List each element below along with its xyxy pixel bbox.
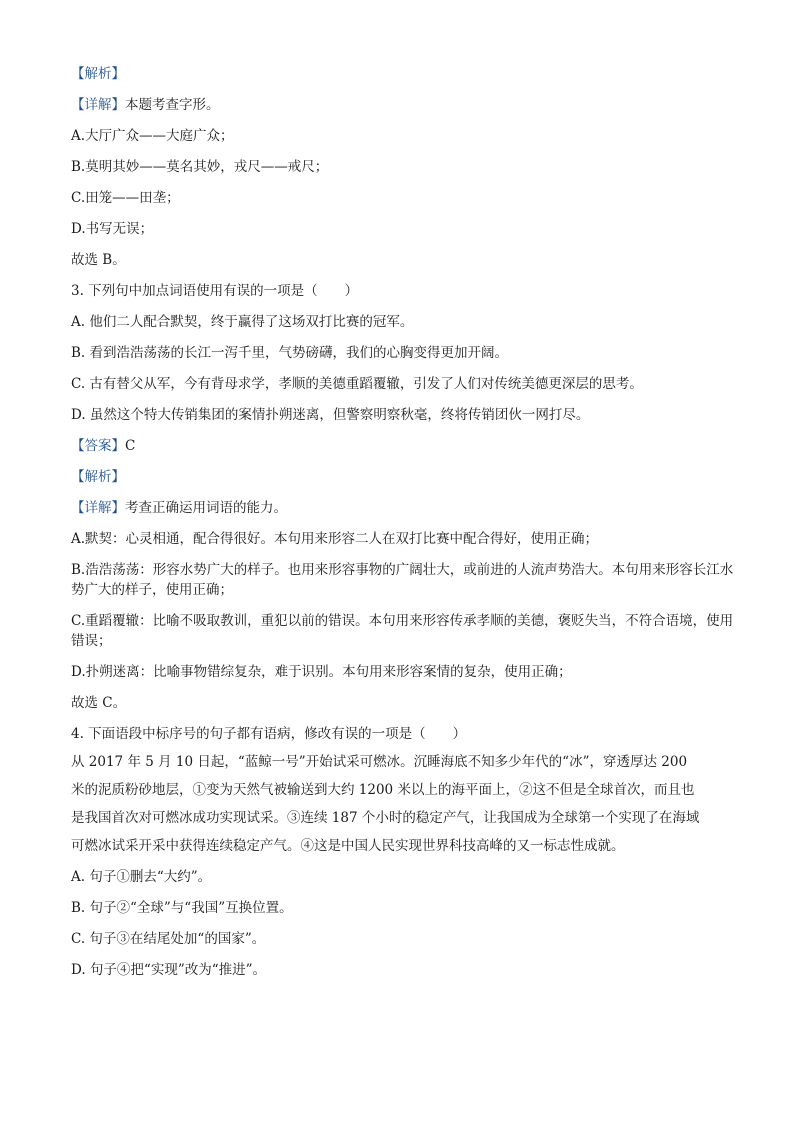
jiexi-tag: 【解析】 <box>71 469 125 485</box>
xiangjie-tag: 【详解】 <box>71 500 125 516</box>
q4-passage-line-3: 是我国首次对可燃冰成功实现试采。③连续 187 个小时的稳定产气，让我国成为全球第一个实现了在海域 <box>71 810 700 826</box>
q2-option-a: A.大厅广众——大庭广众； <box>71 128 234 144</box>
q3-explanation-b: B.浩浩荡荡：形容水势广大的样子。也用来形容事物的广阔壮大，或前进的人流声势浩大。本句用来形容长江水势广大的样子，使用正确； <box>71 562 734 598</box>
q4-option-d: D. 句子④把“实现”改为“推进”。 <box>71 962 267 978</box>
q3-option-a: A. 他们二人配合默契，终于赢得了这场双打比赛的冠军。 <box>71 314 414 330</box>
q4-passage-line-1: 从 2017 年 5 月 10 日起，“蓝鲸一号”开始试采可燃冰。沉睡海底不知多少年代的“冰”，穿透厚达 200 <box>71 754 688 770</box>
q3-option-b: B. 看到浩浩荡荡的长江一泻千里，气势磅礴，我们的心胸变得更加开阔。 <box>71 345 509 361</box>
q4-passage-line-2: 米的泥质粉砂地层，①变为天然气被输送到大约 1200 米以上的海平面上，②这不但是全球首次，而且也 <box>71 782 695 798</box>
q3-jiexi-heading <box>71 467 736 487</box>
q3-xiangjie <box>71 498 736 518</box>
q3-option-d: D. 虽然这个特大传销集团的案情扑朔迷离，但警察明察秋毫，终将传销团伙一网打尽。 <box>71 407 590 423</box>
q3-explanation-d: D.扑朔迷离：比喻事物错综复杂，难于识别。本句用来形容案情的复杂，使用正确； <box>71 664 572 680</box>
q4-stem: 4. 下面语段中标序号的句子都有语病，修改有误的一项是（ ） <box>71 726 467 742</box>
jiexi-tag: 【解析】 <box>71 66 125 82</box>
q4-option-a: A. 句子①删去“大约”。 <box>71 869 212 885</box>
q3-conclusion: 故选 C。 <box>71 695 127 711</box>
q4-option-b: B. 句子②“全球”与“我国”互换位置。 <box>71 900 293 916</box>
q3-explanation-a: A.默契：心灵相通，配合得很好。本句用来形容二人在双打比赛中配合得好，使用正确； <box>71 531 599 547</box>
answer-tag: 【答案】 <box>71 438 125 454</box>
answer-value: C <box>125 438 136 454</box>
xiangjie-text: 考查正确运用词语的能力。 <box>125 500 287 516</box>
xiangjie-tag: 【详解】 <box>71 97 125 113</box>
q2-xiangjie <box>71 95 736 115</box>
q3-explanation-c: C.重蹈覆辙：比喻不吸取教训，重犯以前的错误。本句用来形容传承孝顺的美德，褒贬失当，不符合语境，使用错误； <box>71 613 734 649</box>
q2-option-c: C.田笼——田垄； <box>71 190 180 206</box>
q4-passage-line-4: 可燃冰试采开采中获得连续稳定产气。④这是中国人民实现世界科技高峰的又一标志性成就。 <box>71 838 625 854</box>
document-page <box>71 64 736 991</box>
xiangjie-text: 本题考查字形。 <box>125 97 220 113</box>
q2-jiexi-heading <box>71 64 736 84</box>
q3-option-c: C. 古有替父从军，今有背母求学，孝顺的美德重蹈覆辙，引发了人们对传统美德更深层的思考。 <box>71 376 643 392</box>
q2-option-d: D.书写无误； <box>71 221 154 237</box>
q3-stem: 3. 下列句中加点词语使用有误的一项是（ ） <box>71 283 359 299</box>
q2-conclusion: 故选 B。 <box>71 252 126 268</box>
q2-option-b: B.莫明其妙——莫名其妙，戎尺——戒尺； <box>71 159 329 175</box>
q3-answer <box>71 436 736 456</box>
q4-option-c: C. 句子③在结尾处加“的国家”。 <box>71 931 266 947</box>
